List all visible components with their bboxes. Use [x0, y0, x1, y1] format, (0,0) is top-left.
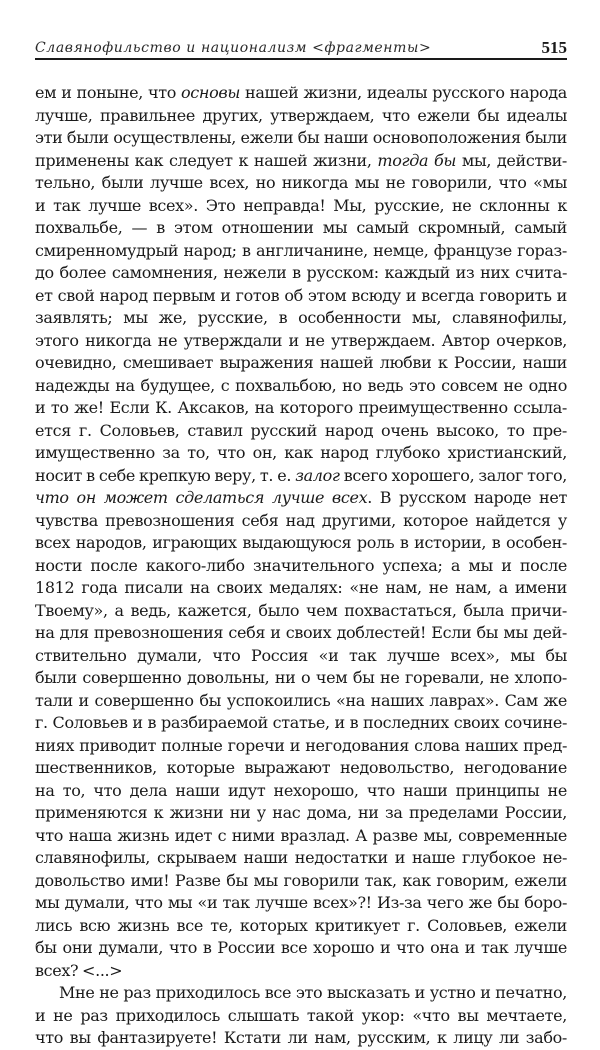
text-line [35, 577, 567, 600]
text-line [35, 847, 567, 870]
text-line [35, 307, 567, 330]
text-segment: и не раз приходилось слышать такой укор: «что вы мечтаете, [35, 1005, 567, 1025]
text-line [35, 1027, 567, 1050]
text-line [35, 195, 567, 218]
text-segment: были совершенно довольны, ни о чем бы не горевали, не хлопо- [35, 668, 567, 687]
text-segment: всех народов, играющих выдающуюся роль в истории, в особен- [35, 533, 567, 552]
text-segment: очевидно, смешивает выражения нашей любви к России, наши [35, 353, 567, 372]
text-line [35, 645, 567, 668]
text-line [35, 352, 567, 375]
text-segment: смиренномудрый народ; в англичанине, немце, французе гораз- [35, 240, 567, 260]
text-segment: довольство ими! Разве бы мы говорили так, как говорим, ежели [35, 870, 567, 890]
text-line [35, 937, 567, 960]
text-line [35, 622, 567, 645]
text-line [35, 127, 567, 150]
running-title: Славянофильство и национализм <фрагменты> [35, 40, 432, 56]
page-number: 515 [541, 38, 567, 57]
text-segment: похвальбе, — в этом отношении мы самый скромный, самый [35, 218, 567, 237]
text-line [35, 690, 567, 713]
text-line [35, 982, 567, 1005]
text-line [35, 960, 567, 983]
text-segment: Мне не раз приходилось все это высказать и устно и печатно, [59, 983, 567, 1002]
text-segment: на для превозношения себя и своих доблестей! Если бы мы дей- [35, 623, 567, 642]
text-line [35, 330, 567, 353]
text-segment: нашей жизни, идеалы русского народа [240, 83, 567, 102]
text-segment: ниях приводит полные горечи и негодования слова наших пред- [35, 735, 567, 755]
text-segment: что наша жизнь идет с ними вразлад. А разве мы, современные [35, 825, 567, 845]
text-segment: применяются к жизни ни у нас дома, ни за пределами России, [35, 803, 567, 822]
text-segment: мы, действи- [456, 150, 567, 170]
text-line [35, 420, 567, 443]
text-segment: ет свой народ первым и готов об этом всюду и всегда говорить и [35, 285, 567, 305]
text-line [35, 825, 567, 848]
text-line [35, 510, 567, 533]
text-segment: что вы фантазируете! Кстати ли нам, русским, к лицу ли забо- [35, 1028, 567, 1047]
text-line [35, 600, 567, 623]
text-line [35, 465, 567, 488]
text-line [35, 915, 567, 938]
text-line [35, 802, 567, 825]
text-segment: имущественно за то, что он, как народ глубоко христианский, [35, 443, 567, 462]
text-line [35, 285, 567, 308]
text-line [35, 757, 567, 780]
text-segment: Твоему», а ведь, кажется, было чем похвастаться, была причи- [35, 600, 567, 620]
text-segment: мы думали, что мы «и так лучше всех»?! Из-за чего же бы боро- [35, 893, 567, 912]
text-line [35, 712, 567, 735]
text-segment: славянофилы, скрываем наши недостатки и наше глубокое не- [35, 848, 567, 867]
text-line [35, 892, 567, 915]
text-line [35, 375, 567, 398]
text-segment: тельно, были лучше всех, но никогда мы не говорили, что «мы [35, 173, 567, 192]
text-segment: всех? <...> [35, 960, 123, 980]
text-line [35, 667, 567, 690]
text-line [35, 442, 567, 465]
text-line [35, 870, 567, 893]
text-segment: этого никогда не утверждали и не утверждаем. Автор очерков, [35, 330, 567, 350]
text-segment: лучше, правильнее других, утверждаем, что ежели бы идеалы [35, 105, 567, 125]
text-segment: эти были осуществлены, ежели бы наши основоположения были [35, 128, 567, 147]
text-line [35, 532, 567, 555]
text-line [35, 217, 567, 240]
text-segment: применены как следует к нашей жизни, [35, 150, 378, 170]
running-head [35, 40, 567, 60]
italic-text: тогда бы [377, 150, 457, 170]
text-segment: . В русском народе нет [367, 488, 567, 507]
text-line [35, 735, 567, 758]
text-segment: ем и поныне, что [35, 83, 181, 102]
text-line [35, 172, 567, 195]
italic-text: основы [181, 83, 241, 102]
text-line [35, 240, 567, 263]
text-line [35, 487, 567, 510]
text-segment: бы они думали, что в России все хорошо и что она и так лучше [35, 938, 567, 957]
text-line [35, 82, 567, 105]
text-segment: и так лучше всех». Это неправда! Мы, русские, не склонны к [35, 195, 567, 215]
text-line [35, 150, 567, 173]
text-segment: на то, что дела наши идут нехорошо, что наши принципы не [35, 780, 567, 800]
text-segment: и то же! Если К. Аксаков, на которого преимущественно ссыла- [35, 398, 567, 417]
text-segment: тали и совершенно бы успокоились «на наших лаврах». Сам же [35, 690, 567, 710]
text-line [35, 780, 567, 803]
italic-text: что он может сделаться лучше всех [35, 488, 368, 507]
body-text [35, 82, 567, 1050]
text-segment: надежды на будущее, с похвальбою, но ведь это совсем не одно [35, 375, 567, 395]
italic-text: залог [295, 465, 340, 485]
text-segment: чувства превозношения себя над другими, которое найдется у [35, 510, 567, 530]
text-segment: всего хорошего, залог того, [339, 465, 567, 485]
text-line [35, 1005, 567, 1028]
text-line [35, 397, 567, 420]
text-segment: ется г. Соловьев, ставил русский народ очень высоко, то пре- [35, 420, 567, 440]
text-segment: до более самомнения, нежели в русском: каждый из них счита- [35, 263, 567, 282]
text-line [35, 555, 567, 578]
text-segment: шественников, которые выражают недовольство, негодование [35, 758, 567, 777]
text-segment: ности после какого-либо значительного успеха; а мы и после [35, 555, 567, 575]
text-line [35, 262, 567, 285]
text-line [35, 105, 567, 128]
text-segment: лись всю жизнь все те, которых критикует г. Соловьев, ежели [35, 915, 567, 935]
text-segment: ствительно думали, что Россия «и так лучше всех», мы бы [35, 645, 567, 665]
text-segment: носит в себе крепкую веру, т. е. [35, 465, 296, 485]
text-segment: г. Соловьев и в разбираемой статье, и в последних своих сочине- [35, 713, 567, 732]
text-segment: заявлять; мы же, русские, в особенности мы, славянофилы, [35, 308, 567, 327]
text-segment: 1812 года писали на своих медалях: «не нам, не нам, а имени [35, 578, 567, 597]
